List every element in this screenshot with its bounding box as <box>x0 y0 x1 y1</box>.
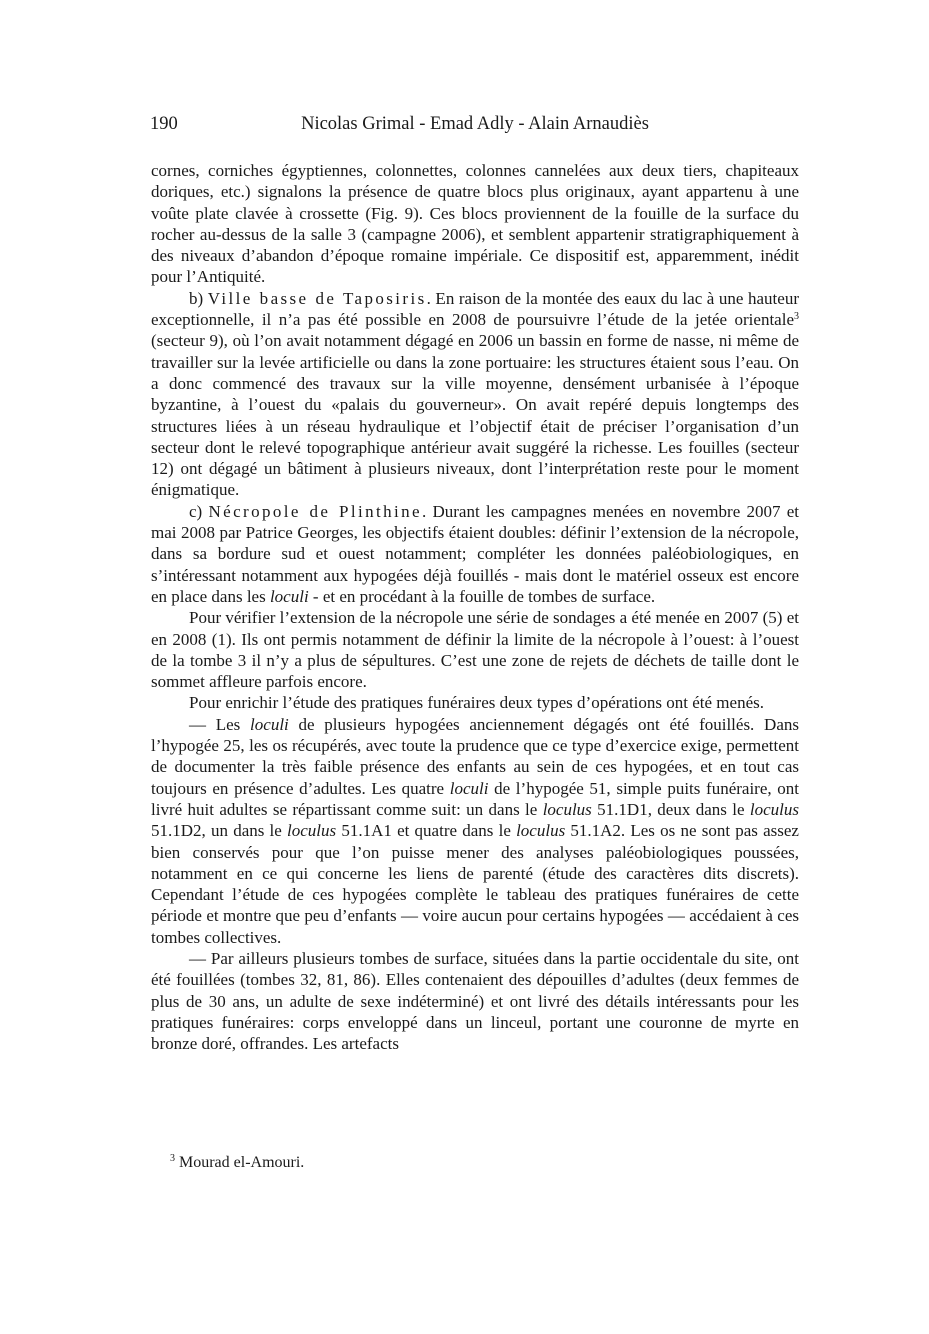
paragraph: Pour enrichir l’étude des pratiques funéraires deux types d’opérations ont été menés. <box>189 693 764 713</box>
section-heading: Ville basse de Taposiris <box>207 288 427 308</box>
footnote-mark: 3 <box>170 1153 175 1164</box>
footnote <box>170 1153 304 1173</box>
paragraph: b) Ville basse de Taposiris. En raison de la montée des eaux du lac à une hauteur exceptionnelle, il n’a pas été possible en 2008 de poursuivre l’étude de la jetée orientale$^3$ (secteur 9), où l’on avait notamment dégagé en 2006 un bassin en forme de nasse, ni même de travailler sur la levée artificielle ou dans la zone portuaire: les structures étaient sous l’eau. On a donc commencé des travaux sur la ville moyenne, densément urbanisée à l’époque byzantine, à l’ouest du «palais du gouverneur». On avait repéré depuis longtemps des structures liées à un réseau hydraulique et l’objectif était de préciser l’organisation d’un secteur dont le relevé topographique antérieur avait suggéré la richesse. Les fouilles (secteur 12) ont dégagé un bâtiment à plusieurs niveaux, dont l’interprétation reste pour le moment énigmatique. <box>151 288 799 500</box>
section-heading: Nécropole de Plinthine <box>208 501 422 521</box>
page-number: 190 <box>150 114 178 134</box>
paragraph: — Les loculi de plusieurs hypogées anciennement dégagés ont été fouillés. Dans l’hypogée 25, les os récupérés, avec toute la prudence que ce type d’exercice exige, permettent de documenter la très faible présence des enfants au sein de ces hypogées, et en tout cas toujours en présence d’adultes. Les quatre loculi de l’hypogée 51, simple puits funéraire, ont livré huit adultes se répartissant comme suit: un dans le loculus 51.1D1, deux dans le loculus 51.1D2, un dans le loculus 51.1A1 et quatre dans le loculus 51.1A2. Les os ne sont pas assez bien conservés pour que l’on puisse mener des analyses paléobiologiques poussées, notamment en ce qui concerne les liens de parenté (étude des caractères dits discrets). Cependant l’étude de ces hypogées complète le tableau des pratiques funéraires de cette période et montre que peu d’enfants — voire aucun pour certains hypogées — accédaient à ces tombes collectives. <box>151 714 800 947</box>
paragraph: cornes, corniches égyptiennes, colonnettes, colonnes cannelées aux deux tiers, chapiteaux doriques, etc.) signalons la présence de quatre blocs plus originaux, ayant appartenu à une voûte plate clavée à crossette (Fig. 9). Ces blocs proviennent de la fouille de la surface du rocher au-dessus de la salle 3 (campagne 2006), et semblent appartenir stratigraphiquement à des niveaux d’abandon d’époque romaine impériale. Ce dispositif est, apparemment, inédit pour l’Antiquité. <box>151 161 799 287</box>
body-text <box>151 160 799 1054</box>
footnote-reference: 3 <box>794 311 799 323</box>
page-header <box>150 112 800 136</box>
paragraph: c) Nécropole de Plinthine. Durant les campagnes menées en novembre 2007 et mai 2008 par Patrice Georges, les objectifs étaient doubles: définir l’extension de la nécropole, dans sa bordure sud et ouest notamment; compléter les données paléobiologiques, en s’intéressant notamment aux hypogées déjà fouillés - mais dont le matériel osseux est encore en place dans les loculi - et en procédant à la fouille de tombes de surface. <box>151 501 799 606</box>
footnote-text: Mourad el-Amouri. <box>175 1154 305 1171</box>
running-head: Nicolas Grimal - Emad Adly - Alain Arnaudiès <box>301 114 649 134</box>
paragraph: — Par ailleurs plusieurs tombes de surface, situées dans la partie occidentale du site, ont été fouillées (tombes 32, 81, 86). Elles contenaient des dépouilles d’adultes (deux femmes de plus de 30 ans, un adulte de sexe indéterminé) et ont livré des détails intéressants pour les pratiques funéraires: corps enveloppé dans un linceul, portant une couronne de myrte en bronze doré, offrandes. Les artefacts <box>151 948 799 1054</box>
paragraph: Pour vérifier l’extension de la nécropole une série de sondages a été menée en 2007 (5) et en 2008 (1). Ils ont permis notamment de définir la limite de la nécropole à l’ouest: à l’ouest de la tombe 3 il n’y a plus de sépultures. C’est une zone de rejets de déchets de taille dont le sommet affleure parfois encore. <box>151 608 799 692</box>
